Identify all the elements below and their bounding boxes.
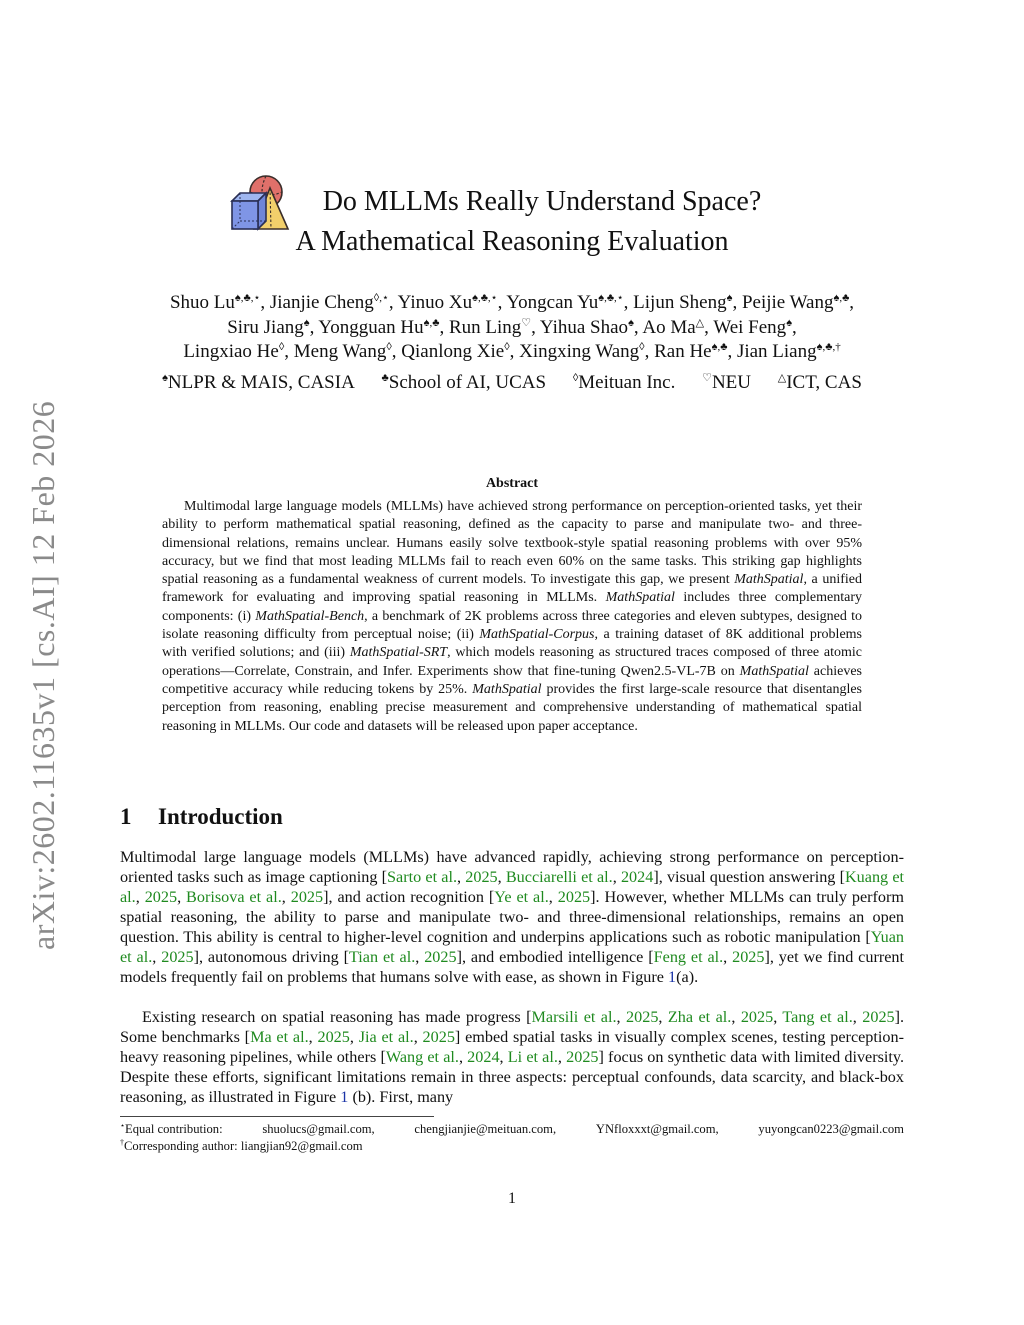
affiliation-mark: ♠	[162, 372, 168, 384]
paragraph-text: ,	[457, 868, 466, 886]
author: Yinuo Xu	[397, 292, 473, 313]
author-affiliation-marks: ♠,♣,†	[816, 341, 841, 353]
paragraph-text: ] focus on synthetic data with limited diversity. Despite these efforts, significant limitations remain in three aspects: perceptual confounds, data scarcity, and black-box reasoning, as illustrated in Figure	[120, 1048, 905, 1106]
citation-link[interactable]: Li et al.	[507, 1048, 558, 1066]
paragraph-text: ,	[658, 1008, 668, 1026]
citation-link[interactable]: 2025	[161, 948, 194, 966]
abstract-text: Multimodal large language models (MLLMs) have achieved strong performance on perception-oriented tasks, yet their ability to perform mathematical spatial reasoning, defined as the capacity to parse and manipulate two- and three-dimensional relations, remains unclear. Humans easily solve textbook-style spatial reasoning problems with over 95% accuracy, but we find that most leading MLLMs fail to reach even 60% on the same tasks. This striking gap highlights spatial reasoning as a fundamental weakness of current models. To investigate this gap, we present MathSpatial, a unified framework for evaluating and improving spatial reasoning in MLLMs. MathSpatial includes three complementary components: (i) MathSpatial-Bench, a benchmark of 2K problems across three categories and eleven subtypes, designed to isolate reasoning difficulty from perceptual noise; (ii) MathSpatial-Corpus, a training dataset of 8K additional problems with verified solutions; and (iii) MathSpatial-SRT, which models reasoning as structured traces composed of three atomic operations—Correlate, Constrain, and Infer. Experiments show that fine-tuning Qwen2.5-VL-7B on MathSpatial achieves competitive accuracy while reducing tokens by 25%. MathSpatial provides the first large-scale resource that disentangles perception from reasoning, enabling precise measurement and comprehensive understanding of mathematical spatial reasoning in MLLMs. Our code and datasets will be released upon paper acceptance.	[162, 499, 862, 734]
author-affiliation-marks: ♠	[786, 316, 793, 329]
paragraph-text: ,	[308, 1028, 318, 1046]
paragraph-text: ,	[612, 868, 621, 886]
affiliation-name: ICT, CAS	[786, 372, 862, 393]
affiliation	[162, 372, 355, 393]
email: shuolucs@gmail.com,	[262, 1122, 375, 1136]
author-line-1: Shuo Lu♠,♣,⋆, Jianjie Cheng◊,⋆, Yinuo Xu♠,♣,⋆, Yongcan Yu♠,♣,⋆, Lijun Sheng♠, Peijie Wang♠,♣,	[169, 292, 855, 313]
paragraph-text: ,	[723, 948, 733, 966]
paragraph-text: ]. However, whether MLLMs can truly perform spatial reasoning, the ability to parse and manipulate two- and three-dimensional relationships, remains an open question. This ability is central to higher-level cognition and underpins applications such as robotic manipulation [	[120, 888, 904, 946]
paragraph-text: ], autonomous driving [	[193, 948, 349, 966]
intro-paragraph-2	[120, 1007, 904, 1107]
paragraph-text: ], and action recognition [	[323, 888, 495, 906]
paragraph-text: (b). First, many	[348, 1088, 454, 1106]
citation-link[interactable]: Bucciarelli et al.	[505, 868, 613, 886]
footnote-mark: †	[120, 1138, 124, 1147]
page-number: 1	[508, 1190, 516, 1207]
citation-link[interactable]: Tian et al.	[348, 948, 416, 966]
citation-link[interactable]: 2025	[465, 868, 498, 886]
email: yuyongcan0223@gmail.com	[758, 1122, 904, 1136]
author: Yongguan Hu	[318, 316, 424, 338]
author: Lijun Sheng	[633, 292, 727, 313]
citation-link[interactable]: 2025	[732, 948, 765, 966]
paragraph-text: ,	[152, 948, 162, 966]
citation-link[interactable]: 2025	[740, 1008, 774, 1026]
citation-link[interactable]: Ma et al.	[250, 1028, 309, 1046]
author-affiliation-marks: ♠,♣	[711, 341, 728, 353]
paragraph-text: ,	[499, 1048, 508, 1066]
paragraph-text: ,	[773, 1008, 783, 1026]
affiliation	[778, 372, 862, 393]
author: Ao Ma	[642, 316, 696, 338]
affiliation	[382, 372, 547, 393]
affiliation-mark: ♣	[381, 372, 389, 384]
citation-link[interactable]: 2025	[626, 1008, 659, 1026]
equal-contribution-footnote	[120, 1121, 904, 1138]
citation-link[interactable]: 2025	[290, 888, 324, 906]
citation-link[interactable]: 2025	[862, 1008, 895, 1026]
author: Jian Liang	[736, 341, 817, 362]
paper-title-line-2: A Mathematical Reasoning Evaluation	[295, 226, 729, 257]
figure-ref-link[interactable]: 1	[340, 1088, 349, 1106]
paragraph-text: Existing research on spatial reasoning has made progress [	[142, 1008, 532, 1026]
citation-link[interactable]: Ye et al.	[494, 888, 549, 906]
citation-link[interactable]: Kuang et al.	[120, 868, 905, 906]
arxiv-identifier: arXiv:2602.11635v1 [cs.AI] 12 Feb 2026	[25, 400, 61, 950]
affiliation-mark: ◊	[572, 372, 579, 384]
author-affiliation-marks: △	[695, 316, 705, 329]
affiliation-name: NEU	[711, 372, 752, 393]
author-line-2: Siru Jiang♠, Yongguan Hu♠,♣, Run Ling♡, Yihua Shao♠, Ao Ma△, Wei Feng♠,	[227, 316, 797, 338]
author: Lingxiao He	[183, 341, 279, 362]
paragraph-text: ,	[731, 1008, 741, 1026]
paragraph-text: ], and embodied intelligence [	[456, 948, 654, 966]
footnote-rule	[120, 1116, 434, 1117]
citation-link[interactable]: 2025	[144, 888, 178, 906]
paragraph-text: ,	[177, 888, 187, 906]
affiliation	[573, 372, 676, 393]
paragraph-text: ,	[852, 1008, 863, 1026]
author-affiliation-marks: ♠,♣	[833, 292, 850, 304]
citation-link[interactable]: Wang et al.	[385, 1048, 459, 1066]
citation-link[interactable]: Marsili et al.	[531, 1008, 617, 1026]
paragraph-text: ], visual question answering [	[653, 868, 845, 886]
citation-link[interactable]: Zha et al.	[667, 1008, 732, 1026]
citation-link[interactable]: 2024	[620, 868, 654, 886]
paragraph-text: ,	[548, 888, 558, 906]
citation-link[interactable]: Yuan et al.	[120, 928, 904, 966]
author-affiliation-marks: ◊,⋆	[373, 292, 389, 304]
email: chengjianjie@meituan.com,	[414, 1122, 557, 1136]
author-affiliation-marks: ♠,♣	[423, 316, 440, 329]
paragraph-text: ,	[349, 1028, 359, 1046]
author: Ran He	[654, 341, 712, 362]
paragraph-text: Multimodal large language models (MLLMs) have advanced rapidly, achieving strong performance on perception-oriented tasks such as image captioning [	[120, 848, 904, 886]
affiliation	[702, 372, 751, 393]
author: Qianlong Xie	[401, 341, 505, 362]
affiliation-name: School of AI, UCAS	[388, 372, 547, 393]
paragraph-text: ,	[497, 868, 506, 886]
citation-link[interactable]: 2025	[557, 888, 591, 906]
paragraph-text: ,	[557, 1048, 567, 1066]
author: Siru Jiang	[227, 316, 304, 338]
intro-paragraph-1	[120, 847, 904, 987]
citation-link[interactable]: Sarto et al.	[387, 868, 457, 886]
author-list	[120, 291, 904, 365]
abstract-heading: Abstract	[485, 476, 539, 491]
footnote-mark: ⋆	[120, 1121, 126, 1130]
footnote-label: Equal contribution:	[125, 1122, 223, 1136]
author-affiliation-marks: ◊	[639, 341, 645, 353]
paragraph-text: ,	[281, 888, 291, 906]
author-affiliation-marks: ◊	[504, 341, 510, 353]
paragraph-text: (a).	[676, 968, 699, 986]
paragraph-text: ,	[413, 1028, 423, 1046]
affiliation-mark: ♡	[702, 372, 712, 384]
author: Yihua Shao	[539, 316, 629, 338]
author: Shuo Lu	[169, 292, 235, 313]
author-affiliation-marks: ♠,♣,⋆	[234, 292, 261, 304]
section-number: 1	[120, 804, 132, 829]
author: Xingxing Wang	[519, 341, 640, 362]
author-affiliation-marks: ♠,♣,⋆	[598, 292, 624, 304]
author-affiliation-marks: ♠	[726, 292, 733, 304]
paragraph-text: ] embed spatial tasks in visually complex scenes, testing perception-heavy reasoning pipelines, while others [	[120, 1028, 904, 1066]
author-affiliation-marks: ◊	[278, 341, 285, 353]
citation-link[interactable]: Feng et al.	[653, 948, 724, 966]
author: Yongcan Yu	[506, 292, 599, 313]
author-affiliation-marks: ♡	[521, 316, 532, 329]
section-heading	[120, 804, 620, 830]
paragraph-text: ]. Some benchmarks [	[120, 1008, 905, 1046]
email: YNfloxxxt@gmail.com,	[595, 1122, 719, 1136]
affiliation-name: NLPR & MAIS, CASIA	[167, 372, 355, 393]
author-line-3: Lingxiao He◊, Meng Wang◊, Qianlong Xie◊, Xingxing Wang◊, Ran He♠,♣, Jian Liang♠,♣,†	[183, 341, 841, 362]
section-title: Introduction	[158, 804, 283, 829]
author-affiliation-marks: ◊	[386, 341, 392, 353]
author-affiliation-marks: ♠,♣,⋆	[472, 292, 498, 304]
author-affiliation-marks: ♠	[628, 316, 634, 329]
affiliation-mark: △	[777, 372, 787, 384]
paper-title-line-1: Do MLLMs Really Understand Space?	[322, 186, 762, 217]
paragraph-text: ,	[458, 1048, 468, 1066]
paragraph-text: ,	[415, 948, 425, 966]
affiliation-name: Meituan Inc.	[578, 372, 676, 393]
citation-link[interactable]: 2025	[317, 1028, 350, 1046]
paragraph-text: ], yet we find current models frequently fail on problems that humans solve with ease, as shown in Figure	[120, 948, 905, 986]
author: Meng Wang	[293, 341, 387, 362]
affiliation-list	[120, 372, 904, 394]
footnote-text: Corresponding author: liangjian92@gmail.com	[124, 1139, 363, 1153]
author: Peijie Wang	[741, 292, 834, 313]
author: Jianjie Cheng	[269, 292, 374, 313]
paragraph-text: ,	[616, 1008, 627, 1026]
citation-link[interactable]: 2025	[422, 1028, 455, 1046]
footnotes	[120, 1121, 904, 1155]
citation-link[interactable]: 2024	[467, 1048, 500, 1066]
citation-link[interactable]: Tang et al.	[782, 1008, 853, 1026]
citation-link[interactable]: Borisova et al.	[186, 888, 282, 906]
citation-link[interactable]: 2025	[424, 948, 457, 966]
citation-link[interactable]: Jia et al.	[358, 1028, 414, 1046]
author: Run Ling	[448, 316, 522, 338]
paragraph-text: ,	[135, 888, 145, 906]
corresponding-author-footnote	[120, 1138, 904, 1155]
citation-link[interactable]: 2025	[566, 1048, 599, 1066]
author: Wei Feng	[713, 316, 787, 338]
figure-ref-link[interactable]: 1	[668, 968, 677, 986]
author-affiliation-marks: ♠	[303, 316, 310, 329]
